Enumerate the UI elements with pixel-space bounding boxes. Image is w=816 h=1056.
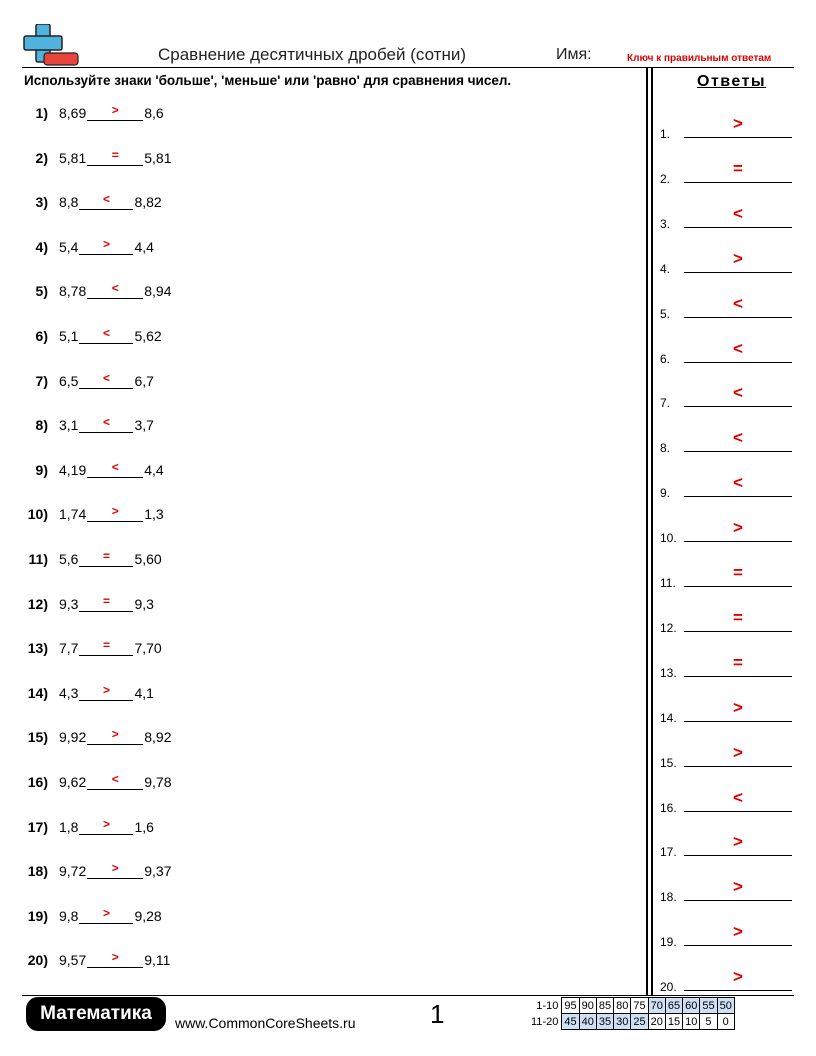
answer-line[interactable] <box>684 541 792 542</box>
answer-row <box>660 338 792 366</box>
score-cell: 45 <box>562 1014 579 1030</box>
answer-row <box>660 248 792 276</box>
worksheet-title: Сравнение десятичных дробей (сотни) <box>158 45 466 64</box>
right-number: 4,4 <box>134 238 154 255</box>
answer-line[interactable] <box>684 945 792 946</box>
answer-row <box>660 383 792 411</box>
left-number: 5,1 <box>59 328 79 344</box>
right-number: 8,82 <box>134 194 162 211</box>
problem-number: 8) <box>35 417 48 434</box>
comparison-sign: > <box>111 950 119 965</box>
left-number: 8,78 <box>59 283 87 300</box>
right-number: 1,6 <box>134 818 154 835</box>
left-number: 7,7 <box>59 640 79 657</box>
answer-sign: = <box>733 652 743 672</box>
problem-number: 9) <box>35 461 48 478</box>
problem-number: 15) <box>27 729 48 746</box>
comparison-sign: = <box>102 549 110 563</box>
answer-blank[interactable] <box>79 818 133 835</box>
answer-sign: < <box>733 338 743 358</box>
answer-row <box>660 607 792 635</box>
answer-sign: > <box>733 248 743 268</box>
comparison-sign: > <box>102 682 110 697</box>
comparison-sign: > <box>111 103 119 117</box>
answer-sign: < <box>733 383 743 403</box>
right-number: 9,37 <box>144 863 172 880</box>
answer-number: 20. <box>660 980 677 995</box>
answer-blank[interactable] <box>87 505 143 522</box>
problem-row <box>20 500 164 522</box>
answer-number: 2. <box>660 171 671 186</box>
problem-row <box>20 902 162 924</box>
right-number: 8,94 <box>144 283 172 300</box>
score-cell: 25 <box>631 1014 648 1030</box>
problem-row <box>20 188 162 210</box>
answer-sign: < <box>733 293 743 313</box>
score-cell: 35 <box>596 1014 613 1030</box>
right-number: 6,7 <box>134 372 154 389</box>
answer-sign: < <box>733 473 743 493</box>
answer-row <box>660 877 792 905</box>
score-cell: 50 <box>717 998 734 1014</box>
answer-row <box>660 652 792 680</box>
answer-line[interactable] <box>684 990 792 991</box>
comparison-sign: < <box>102 192 110 207</box>
comparison-sign: = <box>102 638 110 653</box>
problem-number: 17) <box>27 818 48 835</box>
problem-number: 3) <box>35 194 48 211</box>
answer-number: 7. <box>660 396 671 411</box>
score-cell: 40 <box>579 1014 596 1030</box>
answer-blank[interactable] <box>79 907 133 924</box>
answer-number: 4. <box>660 261 671 276</box>
left-number: 5,6 <box>59 551 79 567</box>
problem-row <box>20 813 154 835</box>
left-number: 5,4 <box>59 238 79 255</box>
answer-sign: = <box>733 607 743 627</box>
answer-blank[interactable] <box>87 461 143 478</box>
answer-number: 12. <box>660 620 677 635</box>
left-number: 1,74 <box>59 506 87 523</box>
instructions: Используйте знаки 'больше', 'меньше' или 'равно' для сравнения чисел. <box>24 73 512 88</box>
answer-number: 10. <box>660 531 677 546</box>
problem-row <box>20 590 154 612</box>
answer-blank[interactable] <box>79 684 133 701</box>
comparison-sign: = <box>111 147 119 162</box>
problem-row <box>20 233 154 255</box>
page-number: 1 <box>430 999 445 1029</box>
answer-sign: > <box>733 922 743 942</box>
score-table <box>529 997 735 1030</box>
answer-number: 11. <box>660 576 676 590</box>
answer-line[interactable] <box>684 317 792 318</box>
comparison-sign: > <box>102 905 110 920</box>
answer-line[interactable] <box>684 900 792 901</box>
problem-row <box>20 322 162 344</box>
answer-line[interactable] <box>684 137 792 138</box>
header-divider <box>22 67 794 68</box>
answer-line[interactable] <box>684 406 792 407</box>
problem-row <box>20 277 172 299</box>
left-number: 9,3 <box>59 595 79 612</box>
answer-sign: < <box>733 428 743 448</box>
problem-number: 7) <box>35 372 48 389</box>
problem-number: 1) <box>35 105 48 121</box>
score-row <box>529 998 734 1014</box>
answer-number: 18. <box>660 890 677 905</box>
answer-line[interactable] <box>684 676 792 677</box>
answer-blank[interactable] <box>87 773 143 790</box>
problem-number: 11) <box>28 551 48 567</box>
answer-line[interactable] <box>684 855 792 856</box>
right-number: 3,7 <box>134 417 154 434</box>
score-row <box>529 1014 734 1030</box>
answer-line[interactable] <box>684 182 792 183</box>
answer-row <box>660 967 792 995</box>
answer-sign: > <box>733 832 743 852</box>
left-number: 8,69 <box>59 105 87 121</box>
answer-sign: < <box>733 787 743 807</box>
left-number: 1,8 <box>59 818 79 835</box>
problem-number: 14) <box>27 684 48 701</box>
answer-key-label: Ключ к правильным ответам <box>627 53 772 64</box>
answer-row <box>660 787 792 815</box>
score-cell: 20 <box>648 1014 665 1030</box>
answer-row <box>660 742 792 770</box>
right-number: 9,78 <box>144 774 172 790</box>
answer-line[interactable] <box>684 631 792 632</box>
score-cell: 95 <box>562 998 579 1014</box>
answer-number: 5. <box>660 306 671 321</box>
comparison-sign: > <box>111 504 119 519</box>
answer-row <box>660 293 792 321</box>
answer-blank[interactable] <box>87 104 143 121</box>
answer-line[interactable] <box>684 766 792 767</box>
answer-blank[interactable] <box>79 193 133 210</box>
answer-number: 15. <box>660 755 677 770</box>
answer-line[interactable] <box>684 362 792 363</box>
score-cell: 90 <box>579 998 596 1014</box>
right-number: 5,60 <box>134 551 162 567</box>
answer-line[interactable] <box>684 586 792 587</box>
answer-row <box>660 922 792 950</box>
answer-row <box>660 697 792 725</box>
answer-row <box>660 832 792 860</box>
comparison-sign: > <box>102 236 110 251</box>
answer-number: 1. <box>660 127 671 141</box>
problem-row <box>20 99 164 121</box>
score-cell: 65 <box>665 998 682 1014</box>
score-cell: 80 <box>614 998 631 1014</box>
answer-column-divider-right <box>651 67 653 995</box>
score-row-label: 11-20 <box>531 1015 559 1028</box>
left-number: 9,72 <box>59 863 87 880</box>
answer-sign: > <box>733 967 743 987</box>
answer-blank[interactable] <box>79 639 133 656</box>
score-cell: 10 <box>683 1014 700 1030</box>
comparison-sign: < <box>111 281 119 296</box>
left-number: 9,62 <box>59 774 87 790</box>
score-cell: 30 <box>614 1014 631 1030</box>
right-number: 8,6 <box>144 105 164 121</box>
answer-number: 9. <box>660 486 671 501</box>
answer-number: 14. <box>660 710 677 725</box>
left-number: 6,5 <box>59 372 79 389</box>
right-number: 9,3 <box>134 595 154 612</box>
problem-number: 5) <box>35 283 48 300</box>
left-number: 8,8 <box>59 194 79 211</box>
comparison-sign: < <box>102 326 110 340</box>
answer-number: 17. <box>660 845 677 860</box>
score-cell: 85 <box>596 998 613 1014</box>
answer-line[interactable] <box>684 721 792 722</box>
problem-number: 16) <box>27 774 48 790</box>
answer-number: 3. <box>660 216 671 231</box>
left-number: 3,1 <box>59 417 79 434</box>
answer-row <box>660 158 792 186</box>
answer-line[interactable] <box>684 227 792 228</box>
score-cell: 55 <box>700 998 717 1014</box>
problem-row <box>20 367 154 389</box>
comparison-sign: < <box>102 415 110 430</box>
answer-blank[interactable] <box>79 327 133 344</box>
right-number: 4,4 <box>144 461 164 478</box>
name-label: Имя: <box>556 46 592 63</box>
problem-number: 19) <box>27 907 48 924</box>
right-number: 5,81 <box>144 149 172 166</box>
answer-row <box>660 518 792 546</box>
problem-row <box>20 411 154 433</box>
answer-number: 19. <box>660 935 677 950</box>
math-plus-minus-logo-icon <box>22 24 80 68</box>
answer-row <box>660 473 792 501</box>
problem-number: 2) <box>35 149 48 166</box>
answer-column-divider-left <box>646 67 648 995</box>
brand-badge: Математика <box>26 997 166 1031</box>
answer-row <box>660 203 792 231</box>
answer-sign: = <box>733 158 743 178</box>
answers-title: Ответы <box>697 73 767 90</box>
problem-row <box>20 857 172 879</box>
left-number: 9,8 <box>59 907 79 924</box>
problem-number: 4) <box>35 238 48 255</box>
right-number: 9,11 <box>144 952 171 969</box>
problem-number: 12) <box>27 595 48 612</box>
footer-divider <box>22 995 794 996</box>
comparison-sign: > <box>102 816 110 831</box>
answer-line[interactable] <box>684 496 792 497</box>
answer-blank[interactable] <box>79 372 133 389</box>
problem-row <box>20 144 172 166</box>
answer-sign: > <box>733 114 743 133</box>
answer-blank[interactable] <box>79 595 133 612</box>
score-cell: 15 <box>665 1014 682 1030</box>
problem-row <box>20 545 162 567</box>
score-row-label: 1-10 <box>536 999 559 1012</box>
problem-number: 10) <box>27 506 48 523</box>
answer-blank[interactable] <box>79 550 133 567</box>
answer-blank[interactable] <box>79 238 133 255</box>
problem-number: 13) <box>27 640 48 657</box>
website-link[interactable]: www.CommonCoreSheets.ru <box>175 1015 356 1031</box>
comparison-sign: > <box>111 727 119 742</box>
score-cell: 0 <box>717 1014 734 1030</box>
left-number: 4,3 <box>59 684 79 701</box>
answer-blank[interactable] <box>87 728 143 745</box>
answer-line[interactable] <box>684 811 792 812</box>
comparison-sign: < <box>111 772 119 786</box>
left-number: 9,57 <box>59 952 87 969</box>
answer-row <box>660 563 792 590</box>
problem-number: 20) <box>27 952 48 969</box>
answer-sign: = <box>733 563 743 582</box>
answer-line[interactable] <box>684 272 792 273</box>
answer-sign: > <box>733 518 743 538</box>
score-cell: 75 <box>631 998 648 1014</box>
answer-number: 8. <box>660 441 671 456</box>
answer-blank[interactable] <box>87 149 143 166</box>
answer-blank[interactable] <box>87 282 143 299</box>
comparison-sign: < <box>102 370 110 385</box>
answer-blank[interactable] <box>87 951 143 968</box>
left-number: 9,92 <box>59 729 87 746</box>
left-number: 4,19 <box>59 461 87 478</box>
right-number: 9,28 <box>134 907 162 924</box>
right-number: 1,3 <box>144 506 164 523</box>
right-number: 8,92 <box>144 729 172 746</box>
answer-sign: < <box>733 203 743 223</box>
right-number: 4,1 <box>134 684 154 701</box>
score-cell: 60 <box>683 998 700 1014</box>
comparison-sign: > <box>111 861 119 876</box>
answer-sign: > <box>733 877 743 897</box>
comparison-sign: = <box>102 593 110 608</box>
problem-number: 6) <box>35 328 48 344</box>
problem-number: 18) <box>27 863 48 880</box>
answer-blank[interactable] <box>79 416 133 433</box>
answer-row <box>660 114 792 141</box>
problem-row <box>20 723 172 745</box>
right-number: 5,62 <box>134 328 162 344</box>
problem-row <box>20 634 162 656</box>
answer-blank[interactable] <box>87 862 143 879</box>
answer-line[interactable] <box>684 451 792 452</box>
answer-sign: > <box>733 742 743 762</box>
problem-row <box>20 946 170 968</box>
score-cell: 5 <box>700 1014 717 1030</box>
answer-sign: > <box>733 697 743 717</box>
answer-number: 13. <box>660 665 677 680</box>
answer-number: 6. <box>660 351 671 366</box>
comparison-sign: < <box>111 459 119 474</box>
problem-row <box>20 679 154 701</box>
answer-number: 16. <box>660 800 677 815</box>
problem-row <box>20 456 164 478</box>
right-number: 7,70 <box>134 640 162 657</box>
problem-row <box>20 768 172 790</box>
answer-row <box>660 428 792 456</box>
left-number: 5,81 <box>59 149 87 166</box>
score-cell: 70 <box>648 998 665 1014</box>
